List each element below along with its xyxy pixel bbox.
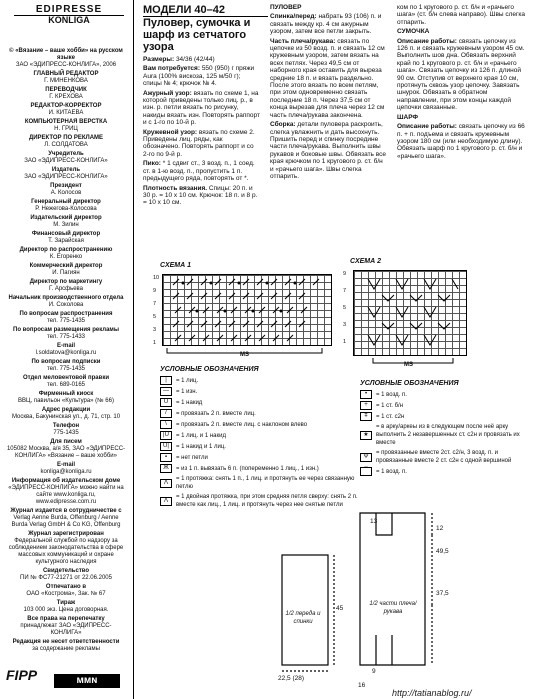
text-column-2 <box>270 4 388 182</box>
dimension-label: 49,5 <box>436 548 449 555</box>
legend-text: = провязанные вместе 2ст. с2/н, 3 возд. п. и провязанные вместе 2 ст. с2н с одной вершиной <box>376 450 512 464</box>
paragraph-heading: Плотность вязания. <box>143 184 208 192</box>
paragraph-heading: ШАРФ <box>397 113 419 121</box>
neck-cutout <box>376 513 392 535</box>
imprint-value: «ЭДИПРЕСС-КОНЛИГА» можно найти на сайте www.konliga.ru, www.edipresse.com.ru <box>8 485 124 505</box>
legend-symbol: Ψ <box>360 453 372 462</box>
imprint-value: И. Соколова <box>48 302 84 308</box>
imprint-label: РЕДАКТОР-КОРРЕКТОР <box>30 103 102 109</box>
imprint-entry <box>6 600 126 614</box>
legend-item <box>160 464 365 473</box>
paragraph-heading: Размеры: <box>143 56 175 63</box>
imprint-label: Отдел меловентовой правки <box>22 375 110 381</box>
legend-symbol: Ж <box>160 464 172 473</box>
imprint-value: ЗАО «ЭДИПРЕСС-КОНЛИГА» <box>24 158 108 164</box>
fipp-logo: FIPP <box>6 667 38 683</box>
paragraph <box>143 65 261 87</box>
imprint-label: Издатель <box>51 167 81 173</box>
imprint-label: Издательский директор <box>30 215 102 221</box>
dimension-label: 13 <box>370 518 378 525</box>
imprint-label: Журнал зарегистрирован <box>28 531 104 537</box>
paragraph <box>397 114 527 121</box>
imprint-entry <box>6 462 126 476</box>
legend-scheme1 <box>160 366 365 511</box>
legend-item <box>160 398 365 407</box>
imprint-value: ОАО «Кострома», Зак. № 67 <box>26 591 106 597</box>
imprint-value: принадлежат ЗАО «ЭДИПРЕСС-КОНЛИГА» <box>20 623 112 636</box>
paragraph-heading: Ажурный узор: <box>143 89 192 97</box>
legend-scheme2 <box>360 380 528 478</box>
legend-symbol: • <box>360 390 372 399</box>
paragraph-text: связать цепочку из 126 п. и связать кружевным узором 45 см. Выполнить шов дна. Обвязать верхний край по 1 кругового р. ст. б/н и «рачьего шага». Связать цепочку из 126 п. длиной 90 см. Отступив от верхнего края 10 см, протянуть сквозь узор цепочку. Завязать шнурок. Обвязать в обратном направлении, при этом концы каждой цепочки связанные. <box>397 37 525 112</box>
row-number: 3 <box>343 322 347 328</box>
legend2-title: УСЛОВНЫЕ ОБОЗНАЧЕНИЯ <box>360 380 459 387</box>
scheme2-repeat-bracket <box>353 356 465 366</box>
legend-item <box>160 475 365 491</box>
imprint-value: Т. Зарайская <box>48 238 84 244</box>
paragraph-heading: Описание работы: <box>397 123 457 131</box>
imprint-entry <box>6 199 126 213</box>
imprint-entry <box>6 343 126 357</box>
imprint-value: Г. МИНЕНКОВА <box>44 78 88 84</box>
paragraph-heading: Описание работы: <box>397 37 457 45</box>
imprint-entry <box>6 311 126 325</box>
imprint-label: Информация об издательском доме <box>11 478 121 484</box>
imprint-value: ЗАО «ЭДИПРЕСС-КОНЛИГА» <box>24 174 108 180</box>
scheme1-ms-label: MS <box>240 352 249 358</box>
scheme1-repeat-bracket <box>162 346 330 356</box>
member-logos <box>6 667 126 692</box>
imprint-value: Н. ГРИЦ <box>54 126 78 132</box>
paragraph-heading: Вам потребуется: <box>143 65 200 73</box>
legend-symbol: — <box>160 387 172 396</box>
legend-item <box>160 387 365 396</box>
row-number: 9 <box>343 271 347 277</box>
imprint-entry <box>6 103 126 117</box>
imprint-value: Федеральной службой по надзору за соблюдением законодательства в сфере массовых коммуникаций и охране культурного наследия <box>8 538 124 565</box>
imprint-label: Телефон <box>52 423 80 429</box>
row-number: 7 <box>343 288 347 294</box>
imprint-label: Фирменный киоск <box>38 391 94 397</box>
scheme2-ms-label: MS <box>404 362 413 368</box>
imprint-label: ДИРЕКТОР ПО РЕКЛАМЕ <box>28 135 104 141</box>
imprint-entry <box>6 478 126 506</box>
paragraph-text: Спицы: 20 п. и 30 р. = 10 х 10 см. Крючок: 18 п. и 8 р. = 10 х 10 см. <box>143 184 258 207</box>
imprint-label: Все права на перепечатку <box>27 616 105 622</box>
legend-text: = 1 накид и 1 лиц. <box>176 443 226 450</box>
imprint-entry <box>6 119 126 133</box>
imprint-label: Президент <box>50 183 82 189</box>
legend-item <box>360 423 528 447</box>
imprint-value: К. Егоренко <box>49 254 83 260</box>
imprint-value: за содержание рекламы <box>32 646 100 652</box>
dimension-label: 37,5 <box>436 590 449 597</box>
text-column-1 <box>143 56 261 209</box>
imprint-entry <box>6 295 126 309</box>
imprint-label: E-mail <box>56 343 75 349</box>
legend-symbol: U <box>160 398 172 407</box>
imprint-entry <box>6 391 126 405</box>
paragraph <box>397 123 527 160</box>
paragraph-heading: Сборка: <box>270 121 296 129</box>
paragraph <box>143 90 261 127</box>
paragraph-text: ком по 1 кругового р. ст. б/н и «рачьего шага» (ст. б/н слева направо). Швы слегка отпарить. <box>397 4 526 26</box>
title-models: МОДЕЛИ 40–42 <box>143 4 268 17</box>
legend-text: = 1 лиц. и 1 накид <box>176 432 226 439</box>
paragraph <box>397 4 527 26</box>
imprint-value: l.soldatova@konliga.ru <box>35 350 97 356</box>
imprint-entry <box>6 375 126 389</box>
legend-item <box>160 420 365 429</box>
paragraph-text: 550 (950) г пряжи Aura (100% вискоза, 125 м/50 г); спицы № 4; крючок № 4. <box>143 65 255 88</box>
imprint-entry <box>6 135 126 149</box>
legend-text: = 1 протяжка: снять 1 п., 1 лиц. и протянуть ее через связанную петлю <box>176 476 355 490</box>
paragraph <box>143 160 261 182</box>
article-title <box>143 4 268 53</box>
row-number: 7 <box>153 301 157 307</box>
imprint-entry <box>6 87 126 101</box>
dimension-label: 22,5 (28) <box>278 675 305 682</box>
legend1-title: УСЛОВНЫЕ ОБОЗНАЧЕНИЯ <box>160 366 259 373</box>
legend-symbol: + <box>360 401 372 410</box>
partner-logo: ᴍᴍɴ <box>54 674 120 688</box>
paragraph-text: вязать по схеме 1, на которой приведены только лиц. р., в изн. р. петли вязать по рисунку, накиды вязать изн. Повторять раппорт и с 1-го по 10-й р. <box>143 89 260 127</box>
legend-symbol: \ <box>160 420 172 429</box>
row-number: 1 <box>343 339 347 345</box>
scheme1-symbols <box>163 275 331 345</box>
legend-item <box>360 467 528 476</box>
paragraph-text: связать цепочку из 66 п. + п. подъема и связать кружевным узором 180 см (или необходимую длину). Обвязать шарф по 1 кругового р. ст. б/н и «рачьего шага». <box>397 123 525 160</box>
legend-item <box>160 442 365 451</box>
imprint-label: Отпечатано в <box>45 584 87 590</box>
imprint-value: 103 000 экз. Цена договорная. <box>23 607 109 613</box>
imprint-entry <box>6 279 126 293</box>
imprint-label: Свидетельство <box>42 568 90 574</box>
imprint-label: Директор по распространению <box>19 247 113 253</box>
imprint-label: По вопросам подписки <box>31 359 101 365</box>
imprint-label: Для писем <box>50 439 82 445</box>
imprint-label: По вопросам размещения рекламы <box>13 327 119 333</box>
imprint-label: Адрес редакции <box>41 407 91 413</box>
legend-symbol: Λ <box>160 479 172 488</box>
legend-item <box>360 449 528 465</box>
legend-text: = провязать 2 п. вместе лиц. с наклоном влево <box>176 421 308 428</box>
paragraph-text: связать по цепочке из 50 возд. п. и связать 12 см кружевным узором, затем вязать на всех петлях. Через 49,5 см от наборного края оставить для выреза средние 18 п. и вязать раздельно. После этого вязать по всем петлям, при этом одновременно связать последние 18 п. Через 37,5 см от конца вырезав для плеча через 12 см часть плеча/рукава закончена. <box>270 37 385 119</box>
imprint-value: тел. 775-1435 <box>46 366 85 372</box>
paragraph <box>143 185 261 207</box>
legend-text: = нет петли <box>176 454 208 461</box>
paragraph-text: 34/36 (42/44) <box>175 56 215 63</box>
legend-item <box>360 401 528 410</box>
imprint-entry <box>6 71 126 85</box>
legend-text: = 1 изн. <box>176 388 198 395</box>
imprint-value: Москва, Бакунинская ул., д. 71, стр. 10 <box>11 414 121 420</box>
paragraph <box>270 13 388 35</box>
imprint-entry <box>6 439 126 460</box>
legend-symbol: Λ <box>160 497 172 506</box>
row-number: 5 <box>153 314 157 320</box>
row-number: 10 <box>153 275 160 281</box>
paragraph <box>270 38 388 119</box>
paragraph-heading: Часть плеча/рукава: <box>270 37 336 45</box>
imprint-value: Г. Арсфьева <box>48 286 84 292</box>
paragraph-text: детали пуловера раскроить, слегка увлажнить и дать высохнуть. Пришить перед и спинку посредине части плеча/рукава. Выполнить швы рукавов и боковые швы. Обвязать все края крючком по 1 кругового р. ст. б/н и «рачьего шага». Швы слегка отпарить. <box>270 121 386 180</box>
paragraph <box>270 121 388 180</box>
imprint-label: Начальник производственного отдела <box>8 295 124 301</box>
imprint-label: КОМПЬЮТЕРНАЯ ВЕРСТКА <box>24 119 108 125</box>
row-number: 5 <box>343 305 347 311</box>
legend-item <box>360 412 528 421</box>
legend-text: = 1 двойная протяжка, при этом средняя петля сверху: снять 2 п. вместе как лиц., 1 лиц. и протянуть через нее снятые петли <box>176 494 358 508</box>
row-number: 1 <box>153 340 157 346</box>
imprint-entry <box>6 151 126 165</box>
row-number: 9 <box>153 288 157 294</box>
imprint-value: И. Пагиян <box>52 270 80 276</box>
legend1-items <box>160 376 365 509</box>
paragraph-heading: Пико: <box>143 160 161 168</box>
paragraph-heading: СУМОЧКА <box>397 28 430 36</box>
imprint-entry <box>6 231 126 245</box>
imprint-value: 775-1435 <box>53 430 79 436</box>
imprint-value: тел. 689-0165 <box>46 382 85 388</box>
brand-line1: EDIPRESSE <box>35 4 103 15</box>
imprint-value: А. Колосов <box>50 190 82 196</box>
paragraph <box>397 38 527 112</box>
scheme2-symbols <box>354 271 466 355</box>
legend-symbol: |U <box>160 431 172 440</box>
imprint-entry <box>6 359 126 373</box>
imprint-column <box>0 0 134 699</box>
paragraph-heading: Спинка/перед: <box>270 13 317 21</box>
legend-text: = 1 возд. п. <box>376 391 407 398</box>
imprint-list <box>6 48 126 655</box>
title-main: Пуловер, сумочка и шарф из сетчатого узора <box>143 17 251 53</box>
legend-symbol: ⌒ <box>360 467 372 476</box>
imprint-entry <box>6 263 126 277</box>
scheme2-grid <box>353 270 467 356</box>
legend-symbol: ★ <box>360 431 372 440</box>
legend2-items <box>360 390 528 476</box>
legend-symbol: ▪ <box>160 453 172 462</box>
paragraph-heading: ПУЛОВЕР <box>270 4 302 11</box>
legend-text: = 1 ст. с2н <box>376 413 405 420</box>
paragraph <box>397 28 527 35</box>
imprint-entry <box>6 167 126 181</box>
imprint-value: Verlag Aenne Burda, Offenburg / Aenne Burda Verlag GmbH & Co KG, Offenburg <box>11 515 121 528</box>
imprint-value: ЗАО «ЭДИПРЕСС-КОНЛИГА», 2006 <box>15 62 117 68</box>
imprint-entry <box>6 584 126 598</box>
imprint-label: © «Вязание – ваше хобби» на русском языке <box>9 48 123 61</box>
legend-item <box>160 409 365 418</box>
imprint-label: Коммерческий директор <box>29 263 103 269</box>
imprint-label: E-mail <box>56 462 75 468</box>
paragraph-text: * 1 сдвиг ст., 3 возд. п., 1 соед. ст. в 1-ю возд. п., пропустить 1 п. предыдущего ряда, повторять от *. <box>143 160 255 183</box>
imprint-entry <box>6 639 126 653</box>
label-front-back: 1/2 переда и спинки <box>285 611 321 625</box>
paragraph <box>143 56 261 63</box>
imprint-entry <box>6 616 126 637</box>
text-column-3 <box>397 4 527 162</box>
paragraph-text: набрать 93 (106) п. и связать между кр. 4 см ажурным узором, затем все петли закрыть. <box>270 13 382 36</box>
imprint-label: Журнал издается в сотрудничестве с <box>10 508 122 514</box>
imprint-label: Генеральный директор <box>31 199 101 205</box>
imprint-entry <box>6 407 126 421</box>
imprint-value: Л. СОЛДАТОВА <box>44 142 88 148</box>
paragraph <box>143 129 261 159</box>
watermark-url: http://tatianablog.ru/ <box>392 688 472 698</box>
legend-item <box>160 376 365 385</box>
dimension-label: 45 <box>336 605 344 612</box>
imprint-value: тел. 775-1433 <box>46 334 85 340</box>
imprint-label: По вопросам распространения <box>19 311 113 317</box>
label-sleeve: 1/2 части плеча/рукава <box>369 601 417 615</box>
scheme2-title: СХЕМА 2 <box>350 258 382 265</box>
legend-symbol: / <box>160 409 172 418</box>
imprint-value: ПИ № ФС77-21271 от 22.06.2005 <box>20 575 112 581</box>
legend-symbol: ǂ <box>360 412 372 421</box>
legend-item <box>160 453 365 462</box>
scheme1-grid <box>162 274 332 346</box>
imprint-entry <box>6 508 126 529</box>
paragraph <box>270 4 388 11</box>
imprint-entry <box>6 568 126 582</box>
publisher-logo <box>14 6 124 46</box>
imprint-value: И. КИТАЕВА <box>48 110 84 116</box>
imprint-value: Г. КРЕХОВА <box>49 94 83 100</box>
imprint-entry <box>6 215 126 229</box>
legend-symbol: | <box>160 376 172 385</box>
imprint-value: 105082 Москва, а/я 35, ЗАО «ЭДИПРЕСС-КОНЛИГА» «Вязание – ваше хобби» <box>6 446 126 459</box>
sewing-pattern <box>260 505 450 685</box>
imprint-value: konliga@konliga.ru <box>40 469 92 475</box>
imprint-label: Учредитель <box>48 151 84 157</box>
imprint-entry <box>6 327 126 341</box>
legend-symbol: U| <box>160 442 172 451</box>
imprint-entry <box>6 247 126 261</box>
imprint-label: ГЛАВНЫЙ РЕДАКТОР <box>33 71 99 77</box>
paragraph-heading: Кружевной узор: <box>143 128 198 136</box>
imprint-label: Финансовый директор <box>31 231 101 237</box>
imprint-entry <box>6 423 126 437</box>
dimension-label: 9 <box>372 668 376 675</box>
imprint-entry <box>6 531 126 566</box>
dimension-label: 16 <box>358 682 366 689</box>
imprint-entry <box>6 48 126 69</box>
imprint-label: Редакция не несет ответственности <box>12 639 120 645</box>
imprint-value: М. Зилин <box>53 222 79 228</box>
legend-text: = 1 возд. п. <box>376 468 407 475</box>
brand-line2: KONLIGA <box>14 15 124 24</box>
legend-text: = 1 лиц. <box>176 377 199 384</box>
imprint-label: Директор по маркетингу <box>29 279 103 285</box>
imprint-entry <box>6 183 126 197</box>
imprint-value: тел. 775-1435 <box>46 318 85 324</box>
legend-text: = 1 ст. б/н <box>376 402 404 409</box>
legend-text: = провязать 2 п. вместе лиц. <box>176 410 256 417</box>
imprint-value: Р. Нежегова-Колосова <box>35 206 97 212</box>
legend-item <box>360 390 528 399</box>
legend-text: = 1 накид <box>176 399 203 406</box>
paragraph-text: вязать по схеме 2. Приведены лиц. ряды, как обозначено. Повторять раппорт и со 2-го по 9-й р. <box>143 128 255 158</box>
imprint-label: Тираж <box>56 600 76 606</box>
legend-item <box>160 431 365 440</box>
imprint-label: ПЕРЕВОДЧИК <box>45 87 87 93</box>
imprint-value: ВВЦ, павильон «Культура» (№ 66) <box>18 398 114 404</box>
scheme1-title: СХЕМА 1 <box>160 262 192 269</box>
legend-text: = в арку/аркеы из в следующем после неё арку выполнить 2 незавершенных ст. с2н и провязать их вместе <box>376 424 520 446</box>
dimension-label: 12 <box>436 525 444 532</box>
legend-text: = из 1 п. вывязать 6 п. (попеременно 1 лиц., 1 изн.) <box>176 465 319 472</box>
row-number: 3 <box>153 327 157 333</box>
